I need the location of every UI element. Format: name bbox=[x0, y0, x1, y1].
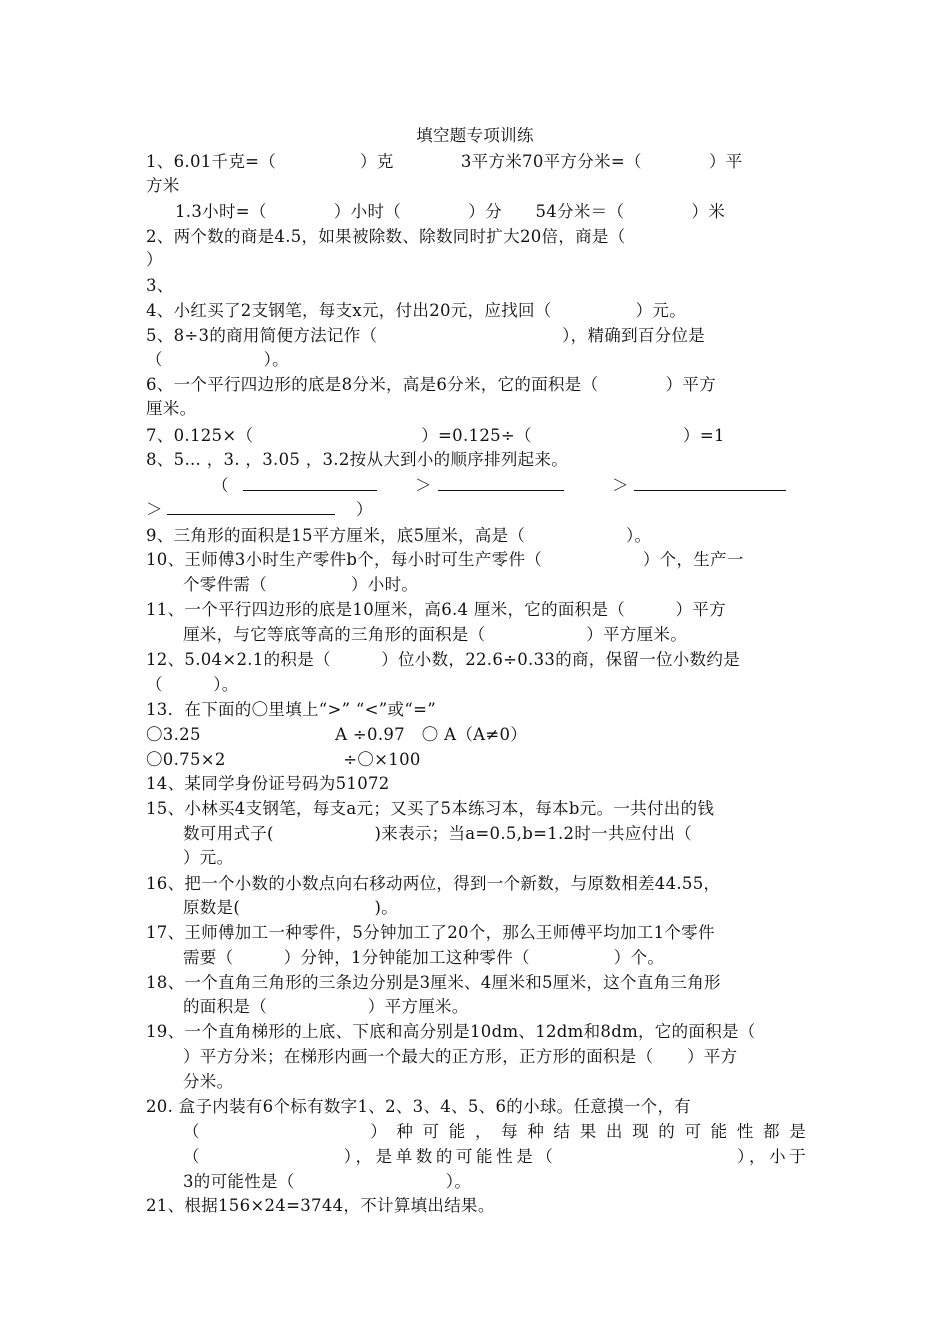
q6-line2: 厘米。 bbox=[146, 399, 197, 418]
q9-line: 9、三角形的面积是15平方厘米，底5厘米，高是（ ）。 bbox=[146, 526, 652, 545]
q5-line2: （ ）。 bbox=[146, 350, 289, 369]
q19-line3: 分米。 bbox=[183, 1072, 234, 1091]
q10-line2: 个零件需（ ）小时。 bbox=[183, 575, 419, 594]
q8-blank-1 bbox=[243, 475, 379, 497]
q8-close-paren: ） bbox=[356, 500, 373, 519]
q7-line: 7、0.125×（ ）=0.125÷（ ）=1 bbox=[146, 426, 725, 445]
q16-line2: 原数是( )。 bbox=[183, 898, 399, 917]
q2-line2: ） bbox=[146, 250, 163, 269]
q1-line2: 方米 bbox=[146, 176, 180, 195]
q17-line2: 需要（ ）分钟，1分钟能加工这种零件（ ）个。 bbox=[183, 948, 665, 967]
q2-line1: 2、两个数的商是4.5，如果被除数、除数同时扩大20倍，商是（ bbox=[146, 227, 626, 246]
q8-blank-2 bbox=[438, 475, 566, 497]
q8-gt-1: ＞ bbox=[415, 476, 432, 495]
q15-line3: ）元。 bbox=[183, 848, 234, 867]
q20-line1: 20. 盒子内装有6个标有数字1、2、3、4、5、6的小球。任意摸一个，有 bbox=[146, 1097, 692, 1116]
q8-blank-3 bbox=[634, 475, 788, 497]
q20-line3: （ ），是单数的可能性是（ ），小于 bbox=[183, 1147, 806, 1166]
q19-line2: ）平方分米；在梯形内画一个最大的正方形，正方形的面积是（ ）平方 bbox=[183, 1047, 738, 1066]
q20-line4: 3的可能性是（ ）。 bbox=[183, 1172, 472, 1191]
q8-open-paren: （ bbox=[212, 476, 229, 495]
q8-gt-2: ＞ bbox=[612, 476, 629, 495]
q21-line: 21、根据156×24=3744，不计算填出结果。 bbox=[146, 1196, 495, 1215]
q8-line1: 8、5… ，3. ，3.05 ，3.2按从大到小的顺序排列起来。 bbox=[146, 450, 569, 469]
q8-blank-4 bbox=[167, 499, 337, 521]
q14-line: 14、某同学身份证号码为51072 bbox=[146, 774, 390, 793]
q3-line: 3、 bbox=[146, 276, 174, 295]
q1-line3: 1.3小时=（ ）小时（ ）分 54分米＝（ ）米 bbox=[175, 202, 726, 221]
q11-line2: 厘米，与它等底等高的三角形的面积是（ ）平方厘米。 bbox=[183, 625, 687, 644]
q5-line1: 5、8÷3的商用简便方法记作（ ），精确到百分位是 bbox=[146, 326, 706, 345]
q12-line2: （ ）。 bbox=[146, 675, 239, 694]
q15-line2: 数可用式子( )来表示；当a=0.5,b=1.2时一共应付出（ bbox=[183, 824, 692, 843]
q13-line1: 13．在下面的〇里填上“>” “<”或“=” bbox=[146, 700, 436, 719]
q8-gt-3: ＞ bbox=[146, 500, 163, 519]
q4-line: 4、小红买了2支钢笔，每支x元，付出20元，应找回（ ）元。 bbox=[146, 301, 686, 320]
q18-line2: 的面积是（ ）平方厘米。 bbox=[183, 997, 469, 1016]
q13-line2: 〇3.25 A ÷0.97 〇 A（A≠0） bbox=[146, 725, 528, 744]
q13-line3: 〇0.75×2 ÷〇×100 bbox=[146, 750, 421, 769]
q6-line1: 6、一个平行四边形的底是8分米，高是6分米，它的面积是（ ）平方 bbox=[146, 375, 716, 394]
q17-line1: 17、王师傅加工一种零件，5分钟加工了20个，那么王师傅平均加工1个零件 bbox=[146, 923, 715, 942]
q20-line2: （ ） 种 可 能 ， 每 种 结 果 出 现 的 可 能 性 都 是 bbox=[183, 1122, 806, 1141]
page-title: 填空题专项训练 bbox=[416, 126, 534, 145]
q16-line1: 16、把一个小数的小数点向右移动两位，得到一个新数，与原数相差44.55， bbox=[146, 874, 721, 893]
q10-line1: 10、王师傅3小时生产零件b个，每小时可生产零件（ ）个，生产一 bbox=[146, 550, 744, 569]
q12-line1: 12、5.04×2.1的积是（ ）位小数，22.6÷0.33的商，保留一位小数约是 bbox=[146, 650, 741, 669]
q18-line1: 18、一个直角三角形的三条边分别是3厘米、4厘米和5厘米，这个直角三角形 bbox=[146, 973, 721, 992]
q1-line1: 1、6.01千克=（ ）克 3平方米70平方分米=（ ）平 bbox=[146, 152, 743, 171]
q15-line1: 15、小林买4支钢笔，每支a元；又买了5本练习本，每本b元。一共付出的钱 bbox=[146, 799, 715, 818]
q19-line1: 19、一个直角梯形的上底、下底和高分别是10dm、12dm和8dm，它的面积是（ bbox=[146, 1022, 756, 1041]
q11-line1: 11、一个平行四边形的底是10厘米，高6.4 厘米，它的面积是（ ）平方 bbox=[146, 600, 726, 619]
